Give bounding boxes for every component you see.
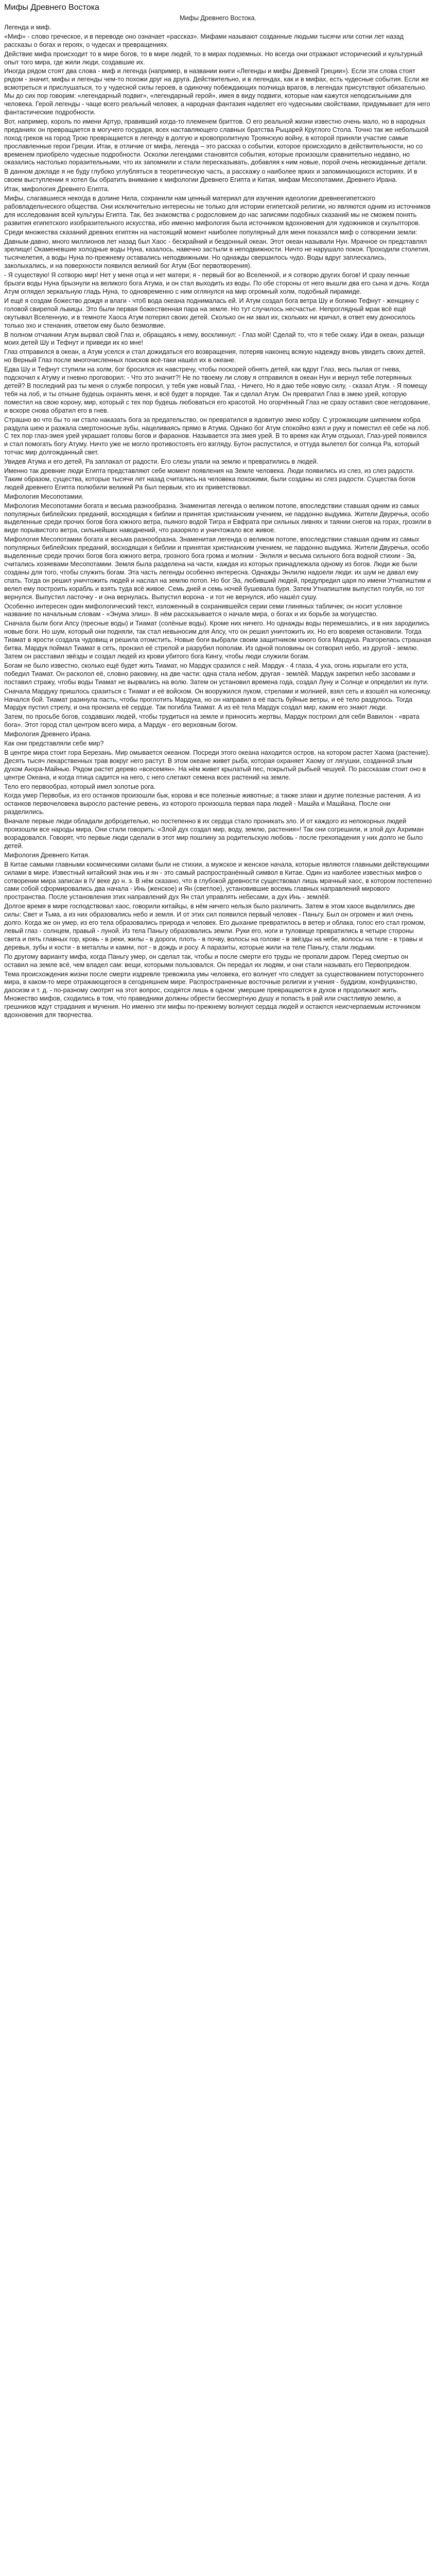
paragraph: Тема происхождения жизни после смерти издревле тревожила умы человека, его волнует что следует за существованием потустороннего мира, в каком-то мере отражающегося в сегодняшнем мире. Распространенные восточные религии и учения - буддизм, конфуцианство, даосизм и т. д. - по-разному смотрят на этот вопрос, сходятся лишь в одном: умершие превращаются в духов и продолжают жить. Множество мифов, сходились в том, что праведники должны обрести бессмертную душу и попасть в рай или счастливую землю, а грешников ждут страдания и мучения. Но именно эти мифы по-прежнему волнуют сердца людей и остаются неисчерпаемым источником вдохновения для творчества. — [4, 970, 424, 1019]
paragraph: Богам не было известно, сколько ещё будет жить Тиамат, но Мардук сразился с ней. Мардук - 4 глаза, 4 уха, огонь изрыгали его уста, победил Тиамат. Он расколол её, словно раковину, на две части: одна стала небом, другая - землёй. Мардук закрепил небо засовами и поставил стражу, чтобы воды Тиамат не вырвались на волю. Затем он установил времена года, создал Луну и Солнце и определил их пути. — [4, 662, 429, 686]
document-body — [4, 24, 432, 1020]
paragraph: Увидев Атума и его детей, Ра заплакал от радости. Его слезы упали на землю и превратились в людей. — [4, 458, 319, 466]
paragraph: Мифы, слагавшиеся некогда в долине Нила, сохранили нам ценный материал для изучения идеологии древнеегипетского рабовладельческого общества. Они исключительно интересны не только для истории египетской религии, но являются одним из источников для исследования всей культуры Египта. Так, без знакомства с родословием до нас записями подобных сказаний мы не сможем понять развития египетского изобразительного искусства, ибо именно мифология была источником вдохновения для художников и скульпторов. — [4, 195, 431, 227]
paragraph: «Миф» - слово греческое, и в переводе оно означает «рассказ». Мифами называют созданные людьми тысячи или сотни лет назад рассказы о богах и героях, о чудесах и превращениях. — [4, 32, 404, 48]
paragraph: Как они представляли себе мир? — [4, 740, 104, 748]
paragraph: В Китае самыми главными космическими силами были не стихии, а мужское и женское начала, которые являются главными действующими силами в мире. Известный китайский знак инь и ян - это самый распространённый символ в Китае. Один из наиболее известных мифов о сотворении мира записан в IV веке до н. э. В нём сказано, что в глубокой древности существовал лишь мрачный хаос, в котором постепенно сами собой сформировались два начала - Инь (женское) и Ян (светлое), установившие восемь главных направлений мирового пространства. После установления этих направлений дух Ян стал управлять небесами, а дух Инь - землёй. — [4, 860, 432, 901]
paragraph: Тело его первообраз, который имел золотые рога. — [4, 783, 156, 790]
section-heading: Итак, мифология Древнего Египта. — [4, 185, 110, 193]
paragraph: По другому варианту мифа, когда Паньгу умер, он сделал так, чтобы и после смерти его труды не пропали даром. Перед смертью он оставил на земле всё, чем владел сам: вещи, которыми пользовался. Он передал их людям, и они стали называть его Первопредком. — [4, 953, 411, 969]
section-heading: Мифология Древнего Ирана. — [4, 731, 92, 738]
document-page — [0, 0, 436, 1024]
paragraph: Едва Шу и Тефнут ступили на холм, бог бросился их навстречу, чтобы поскорей обнять детей, как вдруг Глаз, весь пылая от гнева, подскочил к Атуму и гневно проговорил: - Что это значит?! Не по твоему ли слову я отправился в океан Нун и вернул тебе потерянных детей? В последний раз ты меня о службе попросил, у тебя уже новый Глаз, - Ничего, Но я даю тебе новую силу, - сказал Атум. - Я помещу тебя на лоб, и ты отныне будешь охранять меня, и всё будет в порядке. Так и сделал Атум. Он превратил Глаз в змею урей, которую поместил на свою корону, мир, который с тех пор будешь любоваться его красотой. Но огорчённый Глаз не сразу оставил свое негодование, и вскоре снова обратил его в гнев. — [4, 366, 430, 414]
paragraph: Мифология Месопотамии богата и весьма разнообразна. Знаменитая легенда о великом потопе, впоследствии ставшая одним из самых популярных библейских преданий, восходящая к библии и принятая христианским учением, не пардонно выдумка. Жители Двуречья, особо выделенные среди прочих богов бога южного ветра, пьяного водой Тигра и Евфрата при сильных ливнях и таянии снегов на горах, грозили в виде порывистого ветра, сильнейших наводнений, что разоряло и уничтожало все живое. — [4, 502, 431, 534]
section-heading: Мифология Древнего Китая. — [4, 851, 90, 859]
paragraph: В данном докладе я не буду глубоко углубляться в теоретическую часть, а расскажу о наиболее ярких и запоминающихся историях. И в своем выступлении я хотел бы обратить внимание к мифологии Древнего Египта и Китая, мифам Месопотамии, Древнего Ирана. — [4, 168, 417, 184]
paragraph: Когда умер Первобык, из его останков произошли бык, корова и все полезные животные; а также злаки и другие полезные растения. А из останков первочеловека выросло растение ревень, из которого произошла первая пара людей - Машйа и Машйана. После они разделились. — [4, 792, 421, 816]
paragraph: Среди множества сказаний древних египтян на настоящий момент наиболее популярный для меня показался миф о сотворении земли: — [4, 228, 417, 236]
paragraph: Долгое время в мире господствовал хаос, говорили китайцы, в нём ничего нельзя было различить. Затем в этом хаосе выделились две силы: Свет и Тьма, а из них образовались небо и земля. И от этих сил появился первый человек - Паньгу. Был он огромен и жил очень долго. Когда же он умер, из его тела образовались природа и человек. Его дыхание превратилось в ветер и облака, голос его стал громом, левый глаз - солнцем, правый - луной. Из тела Паньгу образовались земли. Руки его, ноги и туловище превратились в четыре стороны света и пять главных гор, кровь - в реки, жилы - в дороги, плоть - в почву, волосы на голове - в звёзды на небе, волосы на теле - в травы и деревья, зубы и кости - в металлы и камни, пот - в дождь и росу. А паразиты, которые жили на теле Паньгу, стали людьми. — [4, 903, 426, 951]
paragraph: В центре мира стоит гора Березань. Мир омывается океаном. Посреди этого океана находится остров, на котором растет Хаома (растение). Десять тысяч лекарственных трав вокруг него растут. В этом океане живет рыба, которая охраняет Хаому от лягушки, созданной злым духом Анхра-Майнью. Рядом растет дерево «всесемян». На нём живет крылатый пес, покрытый рыбьей чешуей. По рассказам стоит оно в центре Океана, и когда птица садится на него, с него слетают семена всех растений на земле. — [4, 749, 430, 781]
document-subtitle: Мифы Древнего Востока. — [179, 14, 257, 22]
paragraph: Именно так древние люди Египта представляют себе момент появления на Земле человека. Люди появились из слез, из слез радости. Таким образом, существа, которые тысячи лет назад считались на человека похожими, были созданы из слез радости. Существа богов людей древнего Египта полюбили великий Ра был первым, кто их приветствовал. — [4, 467, 415, 491]
page-title: Мифы Древнего Востока — [4, 3, 99, 12]
paragraph: Давным-давно, много миллионов лет назад был Хаос - бескрайний и бездонный океан. Этот океан называли Нун. Мрачное он представлял зрелище! Окаменевшие холодные воды Нуна, казалось, навечно застыли в неподвижности. Ничто не нарушало покоя. Проходили столетия, тысячелетия, а воды Нуна по-прежнему оставались неподвижными. Но однажды свершилось чудо. Воды вдруг заплескались, заколыхались, и на поверхности появился великий бог Атум (Бог первотворения). — [4, 238, 430, 270]
paragraph: В полном отчаянии Атум вырвал свой Глаз и, обращаясь к нему, воскликнул: - Глаз мой! Сделай то, что я тебе скажу. Иди в океан, разыщи моих детей Шу и Тефнут и приведи их ко мне! — [4, 331, 425, 347]
paragraph: Затем, по просьбе богов, создавших людей, чтобы трудиться на земле и приносить жертвы, Мардук построил для себя Вавилон - «врата бога». Этот город стал центром всего мира, а Мардук - его верховным богом. — [4, 713, 420, 729]
paragraph: Мифология Месопотамии богата и весьма разнообразна. Знаменитая легенда о великом потопе, впоследствии ставшая одним из самых популярных библейских преданий, восходящая к библии и принятая христианским учением, не пардонно выдумка. Жители Двуречья, особо выделенные среди прочих богов бога южного ветра, грозного бога грома и молнии - Энлиля и весьма сильного бога водной стихии - Эа, считались хозяевами Месопотамии. Земля была разделена на части, каждая из которых принадлежала одному из богов. Люди же были созданы для того, чтобы служить богам. Эта часть легенды особенно интересна. Однажды Энлилю надоели люди: их шум не давал ему спать. Тогда он решил уничтожить людей и наслал на землю потоп. Но бог Эа, любивший людей, предупредил царя по имени Утнапиштим и велел ему построить корабль и взять туда всё живое. Семь дней и семь ночей бушевала буря. Затем Утнапиштим выпустил голубя, но тот вернулся. Выпустил ласточку - и она вернулась. Выпустил ворона - и тот не вернулся, ибо нашёл сушу. — [4, 536, 431, 601]
paragraph: И ещё я создам божество дождя и влаги - чтоб вода океана поднималась ей. И Атум создал бога ветра Шу и богиню Тефнут - женщину с головой свирепой львицы. Это были первая божественная пара на земле. Но тут случилось несчастье. Непроглядный мрак всё ещё окутывал Вселенную, и в темноте Хаоса Атум потерял своих детей. Сколько он ни звал их, скольких ни кричал, в ответ ему доносилось только эхо и стенания, ответом ему было безмолвие. — [4, 297, 419, 329]
paragraph: Сначала Мардуку пришлось сразиться с Тиамат и её войском. Он вооружился луком, стрелами и молнией, взял сеть и взошёл на колесницу. Начался бой. Тиамат разинула пасть, чтобы проглотить Мардука, но он направил в её пасть буйные ветры, и её тело раздулось. Тогда Мардук пустил стрелу, и она пронзила её сердце. Так погибла Тиамат. А из её тела Мардук создал мир, каким его знают люди. — [4, 687, 431, 711]
paragraph: Сначала были боги Апсу (пресные воды) и Тиамат (солёные воды). Кроме них ничего. Но однажды воды перемешались, и в них зародились новые боги. Но шум, который они подняли, так стал невыносим для Апсу, что он решил уничтожить их. Но его вовремя остановили. Тогда Тиамат в ярости создала чудовищ и решила отомстить. Новые боги выбрали своим защитником юного бога Мардука. Разгорелась страшная битва. Мардук поймал Тиамат в сеть, пронзил её стрелой и разрубил пополам. Из одной половины он сотворил небо, из другой - землю. Затем он расставил звёзды и создал людей из крови убитого бога Кингу, чтобы люди служили богам. — [4, 620, 431, 660]
paragraph: Вначале первые люди обладали добродетелью, но постепенно в их сердца стало проникать зло. И от каждого из непокорных людей произошли все народы мира. Они стали говорить: «Злой дух создал мир, воду, землю, растения»! Так они согрешили, и злой дух Ахриман возрадовался. Говорят, что первые люди сделали в этот мир пошлину за родительскую любовь - после грехопадения у них долго не было детей. — [4, 818, 424, 850]
paragraph: Вот, например, король по имени Артур, правивший когда-то племенем бриттов. О его реальной жизни известно очень мало, но в народных преданиях он превращается в могучего государя, всех наставляющего славных братства Рыцарей Круглого Стола. Точно так же небольшой поход греков на город Трою превращается в легенду в долгую и кровопролитную Троянскую войну, в которой приняли участие самые прославленные герои Греции. Итак, в отличие от мифа, легенда – это рассказ о событии, которое происходило в действительности, но со временем приобрело чудесные подробности. Осколки легендами становятся события, которые произошли сравнительно недавно, но оказались настолько поразительными, что их запомнили и стали пересказывать, добавляя к ним новые, порой очень неожиданные детали. — [4, 117, 429, 166]
paragraph: Глаз отправился в океан, а Атум уселся и стал дожидаться его возвращения, потеряв наконец всякую надежду вновь увидеть своих детей, но Верный Глаз после многочисленных поисков всё-таки нашёл их в океане. — [4, 348, 425, 364]
section-heading: Мифология Месопотамии. — [4, 493, 84, 500]
paragraph: Иногда рядом стоят два слова - миф и легенда (например, в названии книги «Легенды и мифы Древней Греции»). Если эти слова стоят рядом - значит, мифы и легенды чем-то похожи друг на друга. Действительно, и в легендах, как и в мифах, есть чудесные события. Если же всмотреться и прислушаться, то у чудесной силы героев, в одиночку побеждающих полчища врагов, в легендах присутствуют обязательно. Мы до сих пор говорим: «легендарный подвиг», «легендарный герой», имея в виду подвиги, которые нам кажутся неподсильными для человека. Герой легенды - чаще всего реальный человек, а народная фантазия наделяет его чудесными свойствами, придумывает для него фантастические подробности. — [4, 67, 430, 116]
paragraph: Страшно во что бы то ни стало наказать бога за предательство, он превратился в ядовитую змею кобру. С угрожающим шипением кобра раздула шею и разжала смертоносные зубы, нацеливаясь прямо в Атума. Однако бог Атум спокойно взял и руку и поместил её себе на лоб. С тех пор глаз-змея урей украшает головы богов и фараонов. Называется эта змея урей. В то время как Атум отдыхал, Глаз-урей появился и стал помогать богу Атуму. Ничто уже не могло противостоять его взгляду. Бутон распустился, и оттуда вылетел бог солнца Ра, который тотчас мир долгожданный свет. — [4, 416, 430, 456]
paragraph: Действие мифа происходит то в мире богов, то в мире людей, то в мирах подземных. Но всегда они отражают исторический и культурный опыт того мира, где жили люди, создавшие их. — [4, 50, 423, 66]
paragraph: Особенно интересен один мифологический текст, изложенный в сохранившейся серии семи глиняных табличек; он носит условное название по начальным словам - «Энума элиш». В нём рассказывается о начале мира, о богах и их борьбе за могущество. — [4, 602, 403, 618]
section-heading: Легенда и миф. — [4, 23, 51, 31]
paragraph: - Я существую! Я сотворю мир! Нет у меня отца и нет матери; я - первый бог во Вселенной, и я сотворю других богов! И сразу пенные брызги воды Нуна брызнули на великого бога Атума, и он стал выходить из воды. По обе стороны от него вышли два его сына и дочь. Когда Атум оглядел зеркальную гладь Нуна, то одновременно с ним оглянулся на мир огромный холм, подобный пирамиде. — [4, 272, 429, 295]
